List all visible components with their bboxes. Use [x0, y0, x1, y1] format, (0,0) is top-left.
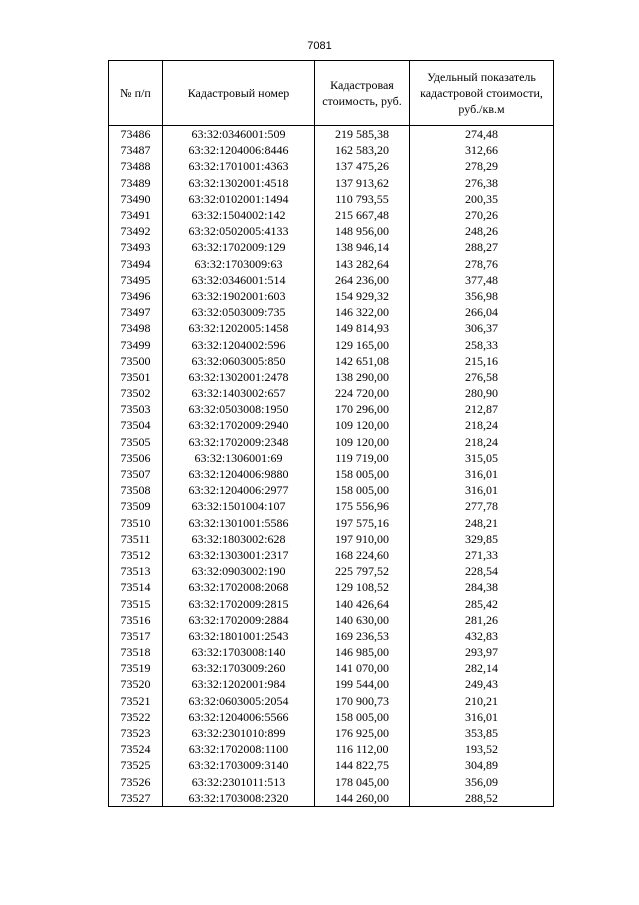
cell-index: 73501 — [109, 369, 163, 385]
cell-cadastral-value: 142 651,08 — [315, 353, 410, 369]
cell-index: 73502 — [109, 385, 163, 401]
cell-cadastral-number: 63:32:1702009:129 — [163, 239, 315, 255]
cell-cadastral-value: 129 165,00 — [315, 336, 410, 352]
cell-specific-index: 218,24 — [410, 417, 554, 433]
cell-index: 73486 — [109, 126, 163, 143]
table-row — [109, 563, 554, 579]
cell-cadastral-number: 63:32:0346001:509 — [163, 126, 315, 143]
table-row — [109, 385, 554, 401]
cell-cadastral-number: 63:32:1702009:2940 — [163, 417, 315, 433]
cell-cadastral-number: 63:32:1702008:2068 — [163, 579, 315, 595]
cell-cadastral-number: 63:32:1703009:260 — [163, 660, 315, 676]
table-row — [109, 434, 554, 450]
cell-cadastral-number: 63:32:1306001:69 — [163, 450, 315, 466]
cell-cadastral-number: 63:32:1202001:984 — [163, 676, 315, 692]
cell-index: 73488 — [109, 158, 163, 174]
cell-index: 73518 — [109, 644, 163, 660]
cell-specific-index: 282,14 — [410, 660, 554, 676]
cell-cadastral-number: 63:32:1803002:628 — [163, 531, 315, 547]
cell-specific-index: 316,01 — [410, 466, 554, 482]
table-row — [109, 158, 554, 174]
cell-cadastral-value: 158 005,00 — [315, 709, 410, 725]
header-specific-index: Удельный показатель кадастровой стоимости, руб./кв.м — [410, 61, 554, 126]
cell-specific-index: 288,27 — [410, 239, 554, 255]
cell-specific-index: 258,33 — [410, 336, 554, 352]
cell-cadastral-number: 63:32:1703009:63 — [163, 256, 315, 272]
table-row — [109, 531, 554, 547]
cell-cadastral-value: 158 005,00 — [315, 482, 410, 498]
table-row — [109, 741, 554, 757]
cell-cadastral-value: 170 296,00 — [315, 401, 410, 417]
cell-cadastral-number: 63:32:1204006:5566 — [163, 709, 315, 725]
cell-cadastral-number: 63:32:1702009:2815 — [163, 595, 315, 611]
table-row — [109, 547, 554, 563]
cell-specific-index: 212,87 — [410, 401, 554, 417]
cell-index: 73520 — [109, 676, 163, 692]
table-row — [109, 320, 554, 336]
cell-specific-index: 193,52 — [410, 741, 554, 757]
cell-cadastral-number: 63:32:0503009:735 — [163, 304, 315, 320]
cell-specific-index: 271,33 — [410, 547, 554, 563]
cell-cadastral-value: 144 260,00 — [315, 790, 410, 807]
table-row — [109, 304, 554, 320]
cell-index: 73527 — [109, 790, 163, 807]
cell-cadastral-value: 197 575,16 — [315, 515, 410, 531]
cell-index: 73493 — [109, 239, 163, 255]
cell-cadastral-number: 63:32:1204006:8446 — [163, 142, 315, 158]
cell-cadastral-number: 63:32:1302001:2478 — [163, 369, 315, 385]
cell-cadastral-value: 225 797,52 — [315, 563, 410, 579]
cell-specific-index: 356,98 — [410, 288, 554, 304]
cell-index: 73507 — [109, 466, 163, 482]
cell-specific-index: 315,05 — [410, 450, 554, 466]
cell-specific-index: 306,37 — [410, 320, 554, 336]
cell-specific-index: 353,85 — [410, 725, 554, 741]
cell-index: 73490 — [109, 191, 163, 207]
table-row — [109, 466, 554, 482]
cell-specific-index: 432,83 — [410, 628, 554, 644]
cell-cadastral-number: 63:32:1302001:4518 — [163, 175, 315, 191]
cell-cadastral-value: 109 120,00 — [315, 417, 410, 433]
table-body — [109, 126, 554, 807]
cadastral-value-table — [108, 60, 554, 807]
table-row — [109, 660, 554, 676]
cell-cadastral-value: 140 426,64 — [315, 595, 410, 611]
cell-cadastral-number: 63:32:1403002:657 — [163, 385, 315, 401]
cell-cadastral-value: 197 910,00 — [315, 531, 410, 547]
cell-cadastral-value: 143 282,64 — [315, 256, 410, 272]
cell-cadastral-number: 63:32:1303001:2317 — [163, 547, 315, 563]
table-row — [109, 515, 554, 531]
cell-cadastral-value: 264 236,00 — [315, 272, 410, 288]
cell-specific-index: 228,54 — [410, 563, 554, 579]
cell-cadastral-value: 170 900,73 — [315, 693, 410, 709]
cell-cadastral-number: 63:32:1703008:140 — [163, 644, 315, 660]
cell-cadastral-value: 176 925,00 — [315, 725, 410, 741]
cell-specific-index: 312,66 — [410, 142, 554, 158]
table-row — [109, 239, 554, 255]
cell-cadastral-value: 162 583,20 — [315, 142, 410, 158]
cell-cadastral-number: 63:32:1501004:107 — [163, 498, 315, 514]
table-row — [109, 644, 554, 660]
cell-specific-index: 288,52 — [410, 790, 554, 807]
table-row — [109, 191, 554, 207]
table-row — [109, 693, 554, 709]
cell-cadastral-value: 110 793,55 — [315, 191, 410, 207]
cell-index: 73500 — [109, 353, 163, 369]
cell-cadastral-value: 169 236,53 — [315, 628, 410, 644]
cell-cadastral-number: 63:32:0346001:514 — [163, 272, 315, 288]
cell-cadastral-value: 140 630,00 — [315, 612, 410, 628]
cell-index: 73508 — [109, 482, 163, 498]
table-row — [109, 401, 554, 417]
cell-cadastral-number: 63:32:0603005:850 — [163, 353, 315, 369]
cell-cadastral-value: 168 224,60 — [315, 547, 410, 563]
table-row — [109, 612, 554, 628]
cell-index: 73494 — [109, 256, 163, 272]
table-row — [109, 223, 554, 239]
cell-cadastral-value: 146 322,00 — [315, 304, 410, 320]
cell-index: 73498 — [109, 320, 163, 336]
cell-cadastral-number: 63:32:1504002:142 — [163, 207, 315, 223]
cell-cadastral-value: 138 290,00 — [315, 369, 410, 385]
cell-index: 73513 — [109, 563, 163, 579]
cell-index: 73505 — [109, 434, 163, 450]
cell-index: 73510 — [109, 515, 163, 531]
cell-index: 73504 — [109, 417, 163, 433]
table-row — [109, 790, 554, 807]
cell-cadastral-number: 63:32:1902001:603 — [163, 288, 315, 304]
cell-cadastral-number: 63:32:1701001:4363 — [163, 158, 315, 174]
cell-index: 73521 — [109, 693, 163, 709]
cell-cadastral-value: 224 720,00 — [315, 385, 410, 401]
cell-cadastral-number: 63:32:0102001:1494 — [163, 191, 315, 207]
table-row — [109, 595, 554, 611]
table-row — [109, 676, 554, 692]
table-row — [109, 498, 554, 514]
cell-cadastral-value: 219 585,38 — [315, 126, 410, 143]
cell-index: 73509 — [109, 498, 163, 514]
table-row — [109, 369, 554, 385]
cell-cadastral-value: 138 946,14 — [315, 239, 410, 255]
cell-cadastral-value: 149 814,93 — [315, 320, 410, 336]
cell-cadastral-value: 109 120,00 — [315, 434, 410, 450]
table-row — [109, 336, 554, 352]
cell-cadastral-number: 63:32:1702009:2348 — [163, 434, 315, 450]
cell-cadastral-value: 148 956,00 — [315, 223, 410, 239]
cell-cadastral-number: 63:32:1204006:9880 — [163, 466, 315, 482]
table-row — [109, 256, 554, 272]
cell-cadastral-number: 63:32:2301010:899 — [163, 725, 315, 741]
cell-cadastral-number: 63:32:1703009:3140 — [163, 757, 315, 773]
table-header-row — [109, 61, 554, 126]
cell-specific-index: 284,38 — [410, 579, 554, 595]
table-row — [109, 482, 554, 498]
cell-cadastral-value: 175 556,96 — [315, 498, 410, 514]
header-index: № п/п — [109, 61, 163, 126]
cell-specific-index: 218,24 — [410, 434, 554, 450]
table-row — [109, 272, 554, 288]
cell-cadastral-value: 137 475,26 — [315, 158, 410, 174]
table-row — [109, 757, 554, 773]
cell-cadastral-number: 63:32:0503008:1950 — [163, 401, 315, 417]
table-row — [109, 725, 554, 741]
cell-cadastral-value: 141 070,00 — [315, 660, 410, 676]
cell-index: 73514 — [109, 579, 163, 595]
cell-specific-index: 293,97 — [410, 644, 554, 660]
cell-specific-index: 277,78 — [410, 498, 554, 514]
cell-cadastral-number: 63:32:1204002:596 — [163, 336, 315, 352]
cell-index: 73487 — [109, 142, 163, 158]
cell-cadastral-number: 63:32:1204006:2977 — [163, 482, 315, 498]
cell-index: 73511 — [109, 531, 163, 547]
cell-cadastral-value: 116 112,00 — [315, 741, 410, 757]
cell-index: 73515 — [109, 595, 163, 611]
cell-index: 73503 — [109, 401, 163, 417]
table-row — [109, 288, 554, 304]
table-row — [109, 579, 554, 595]
cell-index: 73525 — [109, 757, 163, 773]
cell-cadastral-number: 63:32:1703008:2320 — [163, 790, 315, 807]
header-cadastral-number: Кадастровый номер — [163, 61, 315, 126]
table-row — [109, 450, 554, 466]
cell-cadastral-value: 215 667,48 — [315, 207, 410, 223]
table-row — [109, 175, 554, 191]
cell-index: 73492 — [109, 223, 163, 239]
cell-index: 73519 — [109, 660, 163, 676]
cell-cadastral-number: 63:32:1801001:2543 — [163, 628, 315, 644]
cell-specific-index: 316,01 — [410, 482, 554, 498]
table-row — [109, 628, 554, 644]
cell-cadastral-number: 63:32:0903002:190 — [163, 563, 315, 579]
cell-specific-index: 274,48 — [410, 126, 554, 143]
cell-cadastral-number: 63:32:0502005:4133 — [163, 223, 315, 239]
cell-index: 73524 — [109, 741, 163, 757]
cell-specific-index: 210,21 — [410, 693, 554, 709]
cell-specific-index: 316,01 — [410, 709, 554, 725]
cell-cadastral-value: 146 985,00 — [315, 644, 410, 660]
cell-cadastral-value: 144 822,75 — [315, 757, 410, 773]
cell-specific-index: 200,35 — [410, 191, 554, 207]
cell-specific-index: 329,85 — [410, 531, 554, 547]
cell-specific-index: 278,29 — [410, 158, 554, 174]
cell-index: 73516 — [109, 612, 163, 628]
cell-index: 73512 — [109, 547, 163, 563]
cell-cadastral-value: 137 913,62 — [315, 175, 410, 191]
cell-specific-index: 276,38 — [410, 175, 554, 191]
table-row — [109, 353, 554, 369]
cell-cadastral-number: 63:32:0603005:2054 — [163, 693, 315, 709]
cell-specific-index: 270,26 — [410, 207, 554, 223]
cell-cadastral-number: 63:32:1702009:2884 — [163, 612, 315, 628]
cell-cadastral-number: 63:32:1702008:1100 — [163, 741, 315, 757]
cell-cadastral-value: 178 045,00 — [315, 774, 410, 790]
header-cadastral-value: Кадастровая стоимость, руб. — [315, 61, 410, 126]
cell-index: 73523 — [109, 725, 163, 741]
cell-cadastral-value: 199 544,00 — [315, 676, 410, 692]
cell-cadastral-number: 63:32:1301001:5586 — [163, 515, 315, 531]
table-row — [109, 142, 554, 158]
table-row — [109, 207, 554, 223]
cell-specific-index: 377,48 — [410, 272, 554, 288]
table-row — [109, 774, 554, 790]
cell-index: 73499 — [109, 336, 163, 352]
page-number: 7081 — [307, 40, 332, 52]
cell-index: 73506 — [109, 450, 163, 466]
cell-index: 73496 — [109, 288, 163, 304]
cell-index: 73526 — [109, 774, 163, 790]
cell-cadastral-value: 154 929,32 — [315, 288, 410, 304]
cell-cadastral-value: 119 719,00 — [315, 450, 410, 466]
cell-specific-index: 356,09 — [410, 774, 554, 790]
table-row — [109, 417, 554, 433]
cell-cadastral-number: 63:32:1202005:1458 — [163, 320, 315, 336]
cell-specific-index: 281,26 — [410, 612, 554, 628]
cell-specific-index: 285,42 — [410, 595, 554, 611]
cell-specific-index: 304,89 — [410, 757, 554, 773]
cell-index: 73497 — [109, 304, 163, 320]
cell-index: 73489 — [109, 175, 163, 191]
table-row — [109, 709, 554, 725]
cell-specific-index: 280,90 — [410, 385, 554, 401]
cell-specific-index: 266,04 — [410, 304, 554, 320]
cell-specific-index: 215,16 — [410, 353, 554, 369]
cell-cadastral-number: 63:32:2301011:513 — [163, 774, 315, 790]
cell-cadastral-value: 129 108,52 — [315, 579, 410, 595]
cell-cadastral-value: 158 005,00 — [315, 466, 410, 482]
cell-index: 73495 — [109, 272, 163, 288]
cell-specific-index: 249,43 — [410, 676, 554, 692]
cell-index: 73522 — [109, 709, 163, 725]
cell-index: 73517 — [109, 628, 163, 644]
table-row — [109, 126, 554, 143]
cell-specific-index: 248,26 — [410, 223, 554, 239]
cell-specific-index: 276,58 — [410, 369, 554, 385]
cell-specific-index: 248,21 — [410, 515, 554, 531]
cell-index: 73491 — [109, 207, 163, 223]
cell-specific-index: 278,76 — [410, 256, 554, 272]
